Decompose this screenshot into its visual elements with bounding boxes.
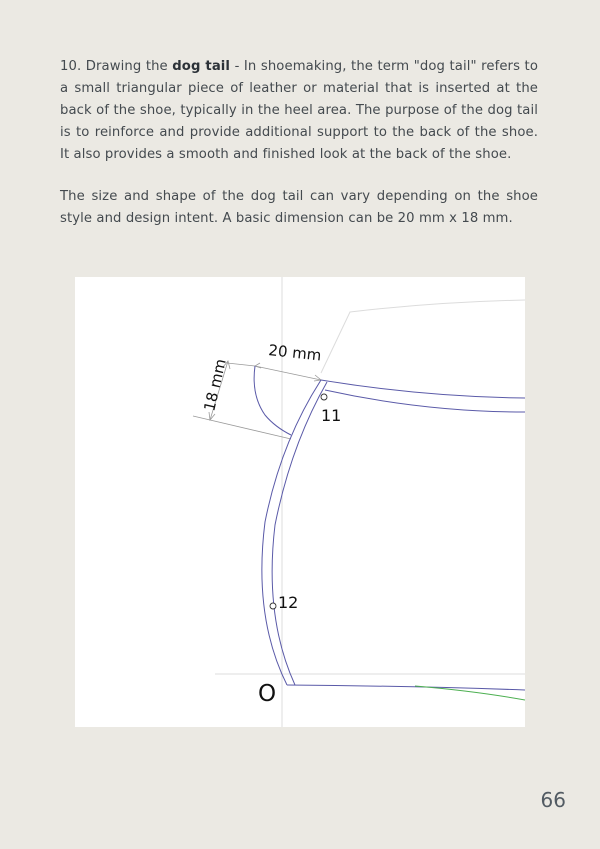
dimension-20mm [255, 363, 321, 381]
pattern-drawing [75, 277, 525, 727]
page-number: 66 [540, 788, 566, 812]
back-seam-outer [262, 380, 321, 685]
origin-label: O [258, 681, 277, 707]
paragraph-dimensions: The size and shape of the dog tail can vary depending on the shoe style and design intent. A basic dimension can be 20 mm x 18 mm. [60, 189, 538, 226]
back-seam-inner [272, 382, 327, 685]
bottom-line [287, 685, 525, 690]
point-12-label: 12 [278, 593, 299, 612]
paragraph-body: - In shoemaking, the term "dog tail" refers to a small triangular piece of leather or material that is inserted at the back of the shoe, typically in the heel area. The purpose of the dog tail is to reinforce and provide additional support to the back of the shoe. It also provides a smooth and finished look at the back of the shoe. [60, 59, 538, 162]
paragraph-lead: 10. Drawing the [60, 59, 173, 74]
dimension-height-label: 18 mm [200, 357, 230, 413]
dimension-width-label: 20 mm [267, 341, 323, 365]
dog-tail-pattern-figure [75, 277, 525, 727]
point-11-label: 11 [321, 406, 342, 425]
point-12-marker [270, 603, 276, 609]
point-11-marker [321, 394, 327, 400]
dog-tail-term: dog tail [172, 59, 231, 74]
dog-tail-outline [254, 366, 291, 435]
upper-guide-curve [321, 300, 525, 373]
paragraph-dog-tail-definition [60, 56, 538, 166]
body-text [60, 56, 538, 250]
